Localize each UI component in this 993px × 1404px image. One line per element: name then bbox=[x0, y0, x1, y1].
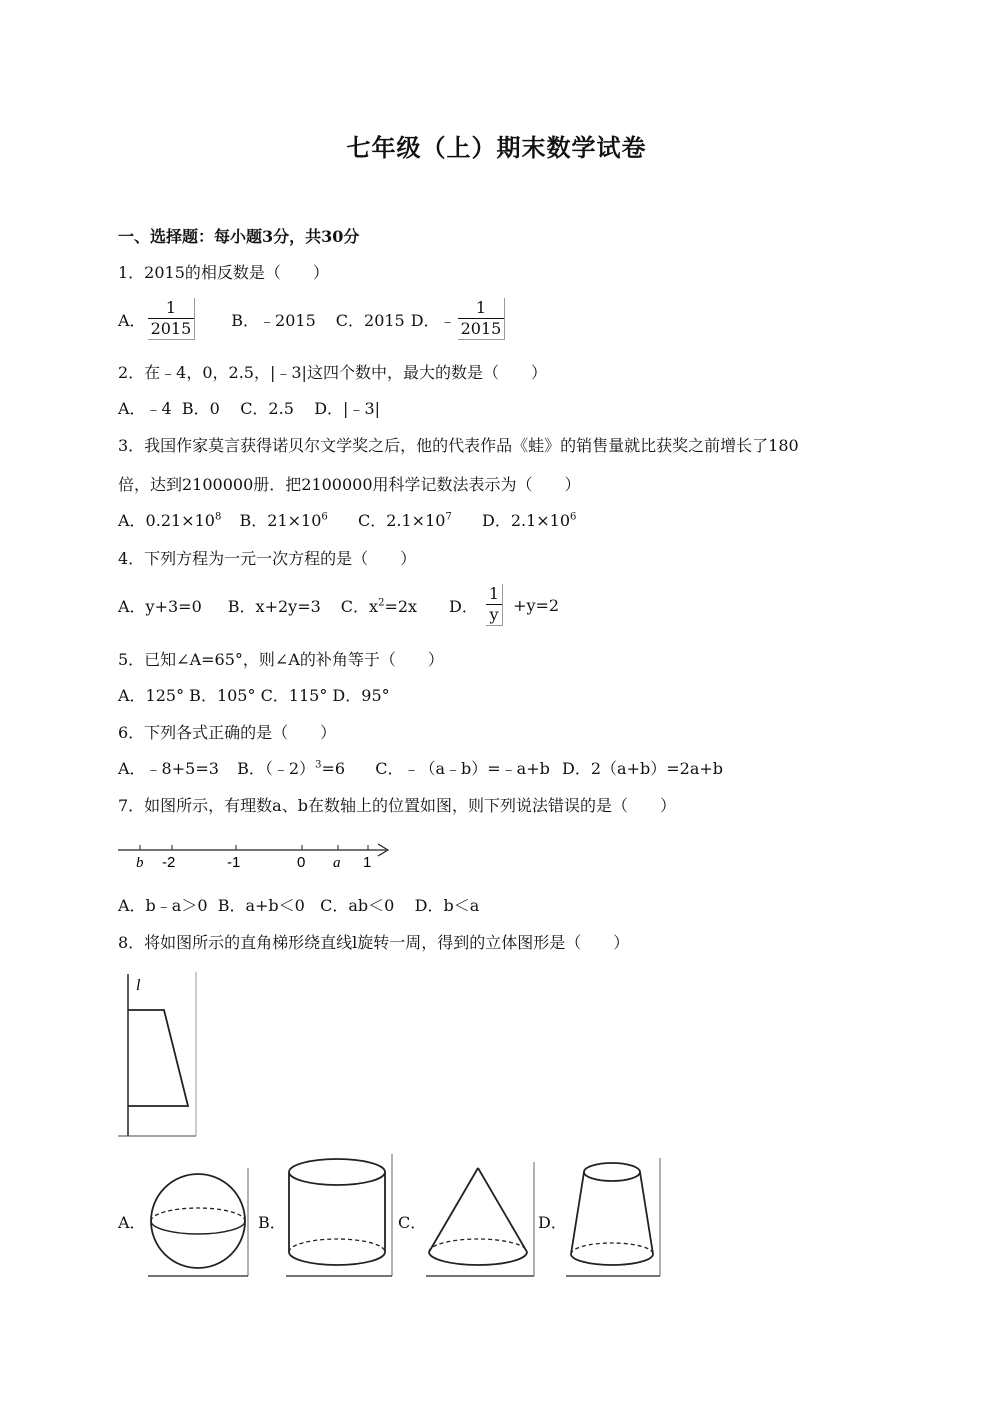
q1-d-numerator: 1 bbox=[475, 298, 487, 317]
cone-right-edge bbox=[478, 1168, 527, 1252]
q4-option-d-fraction bbox=[486, 584, 503, 626]
sphere-icon bbox=[144, 1164, 250, 1280]
q1-option-d-fraction bbox=[458, 298, 506, 340]
question-6-options bbox=[118, 756, 723, 779]
q3-c-exp: 7 bbox=[445, 511, 452, 523]
q3-option-d bbox=[482, 511, 576, 530]
label-neg1: -1 bbox=[227, 854, 241, 871]
q1-option-c: C．2015 bbox=[335, 310, 405, 330]
q4-option-c bbox=[341, 594, 417, 617]
question-6-stem: 6．下列各式正确的是（ ） bbox=[118, 723, 337, 742]
frustum-top bbox=[584, 1163, 640, 1181]
frustum-icon bbox=[562, 1156, 664, 1280]
q3-c-base: C．2.1×10 bbox=[357, 511, 446, 530]
q6-b-pre: B．（﹣2） bbox=[237, 759, 316, 778]
question-4-options bbox=[118, 582, 559, 628]
q3-a-exp: 8 bbox=[214, 511, 222, 523]
question-3-line2: 倍，达到2100000册．把2100000用科学记数法表示为（ ） bbox=[118, 475, 581, 494]
q1-a-numerator: 1 bbox=[165, 298, 177, 317]
q3-d-base: D．2.1×10 bbox=[482, 511, 571, 530]
sphere-outline bbox=[151, 1174, 245, 1268]
cone-icon bbox=[422, 1160, 536, 1280]
q3-option-c bbox=[358, 511, 452, 530]
question-3-options bbox=[118, 508, 576, 531]
q6-b-exp: 3 bbox=[315, 759, 322, 771]
frustum-bottom-back bbox=[571, 1243, 653, 1254]
q4-c-post: =2x bbox=[384, 596, 418, 616]
q1-option-b: B．﹣2015 bbox=[231, 310, 316, 330]
q6-option-a: A．﹣8+5=3 bbox=[118, 759, 219, 778]
axis-label-l: l bbox=[136, 977, 141, 994]
frustum-bottom-front bbox=[571, 1254, 653, 1265]
cone-base-back bbox=[429, 1239, 527, 1252]
cylinder-top bbox=[289, 1159, 385, 1185]
frustum-right-side bbox=[640, 1172, 653, 1254]
q8-option-a-label: A． bbox=[118, 1213, 146, 1232]
cylinder-icon bbox=[282, 1152, 394, 1280]
label-1: 1 bbox=[363, 854, 372, 871]
label-neg2: -2 bbox=[162, 854, 176, 871]
frustum-left-side bbox=[571, 1172, 584, 1254]
q1-option-d-label: D．﹣ bbox=[410, 310, 456, 330]
q3-b-base: B．21×10 bbox=[239, 511, 322, 530]
q3-d-exp: 6 bbox=[570, 511, 577, 523]
question-7-options: A．b﹣a＞0 B．a+b＜0 C．ab＜0 D．b＜a bbox=[118, 896, 480, 915]
trapezoid-figure bbox=[116, 970, 200, 1140]
q3-b-exp: 6 bbox=[321, 511, 328, 523]
q4-option-d-label: D． bbox=[449, 596, 478, 616]
question-7-stem: 7．如图所示，有理数a、b在数轴上的位置如图，则下列说法错误的是（ ） bbox=[118, 796, 676, 815]
question-2-stem: 2．在﹣4，0，2.5，|﹣3|这四个数中，最大的数是（ ） bbox=[118, 363, 547, 382]
right-trapezoid bbox=[128, 1010, 188, 1106]
cylinder-bottom-front bbox=[289, 1252, 385, 1265]
q6-option-b bbox=[237, 759, 345, 778]
q8-option-d-label: D． bbox=[538, 1213, 567, 1232]
q1-a-denominator: 2015 bbox=[148, 318, 195, 339]
q6-option-c: C．﹣（a﹣b）=﹣a+b bbox=[375, 759, 550, 778]
section-heading: 一、选择题：每小题3分，共30分 bbox=[118, 227, 360, 246]
q1-option-a-label: A． bbox=[118, 310, 146, 330]
q3-option-a bbox=[118, 511, 221, 530]
q4-c-exp: 2 bbox=[378, 597, 385, 609]
q8-option-b-label: B． bbox=[258, 1213, 286, 1232]
label-0: 0 bbox=[297, 854, 306, 871]
question-8-stem: 8．将如图所示的直角梯形绕直线l旋转一周，得到的立体图形是（ ） bbox=[118, 933, 630, 952]
q4-option-b: B．x+2y=3 bbox=[227, 596, 321, 616]
question-5-options: A．125° B．105° C．115° D．95° bbox=[118, 686, 390, 705]
q3-option-b bbox=[240, 511, 328, 530]
question-3-line1: 3．我国作家莫言获得诺贝尔文学奖之后，他的代表作品《蛙》的销售量就比获奖之前增长了180 bbox=[118, 436, 799, 455]
question-1-options bbox=[118, 296, 507, 342]
cone-base-front bbox=[429, 1252, 527, 1265]
q3-a-base: A．0.21×10 bbox=[118, 511, 215, 530]
q4-d-denominator: y bbox=[486, 604, 502, 625]
question-4-stem: 4．下列方程为一元一次方程的是（ ） bbox=[118, 549, 417, 568]
q4-option-a: A．y+3=0 bbox=[118, 596, 202, 616]
label-b: b bbox=[136, 855, 144, 871]
label-a: a bbox=[333, 855, 341, 871]
q4-c-pre: C．x bbox=[340, 596, 379, 616]
question-5-stem: 5．已知∠A=65°，则∠A的补角等于（ ） bbox=[118, 650, 444, 669]
q6-b-post: =6 bbox=[321, 759, 346, 778]
q1-d-denominator: 2015 bbox=[458, 318, 505, 339]
q4-d-numerator: 1 bbox=[488, 584, 500, 603]
q6-option-d: D．2（a+b）=2a+b bbox=[562, 759, 724, 778]
cylinder-bottom-back bbox=[289, 1239, 385, 1252]
question-2-options: A．﹣4 B．0 C．2.5 D．|﹣3| bbox=[118, 399, 381, 418]
q4-option-d-rest: +y=2 bbox=[513, 595, 560, 615]
page-title: 七年级（上）期末数学试卷 bbox=[346, 133, 647, 162]
q8-option-c-label: C． bbox=[398, 1213, 427, 1232]
sphere-equator-back bbox=[151, 1208, 245, 1221]
number-line-figure bbox=[116, 834, 396, 874]
question-1-stem: 1．2015的相反数是（ ） bbox=[118, 263, 329, 282]
q1-option-a-fraction bbox=[148, 298, 196, 340]
sphere-equator-front bbox=[151, 1221, 245, 1234]
